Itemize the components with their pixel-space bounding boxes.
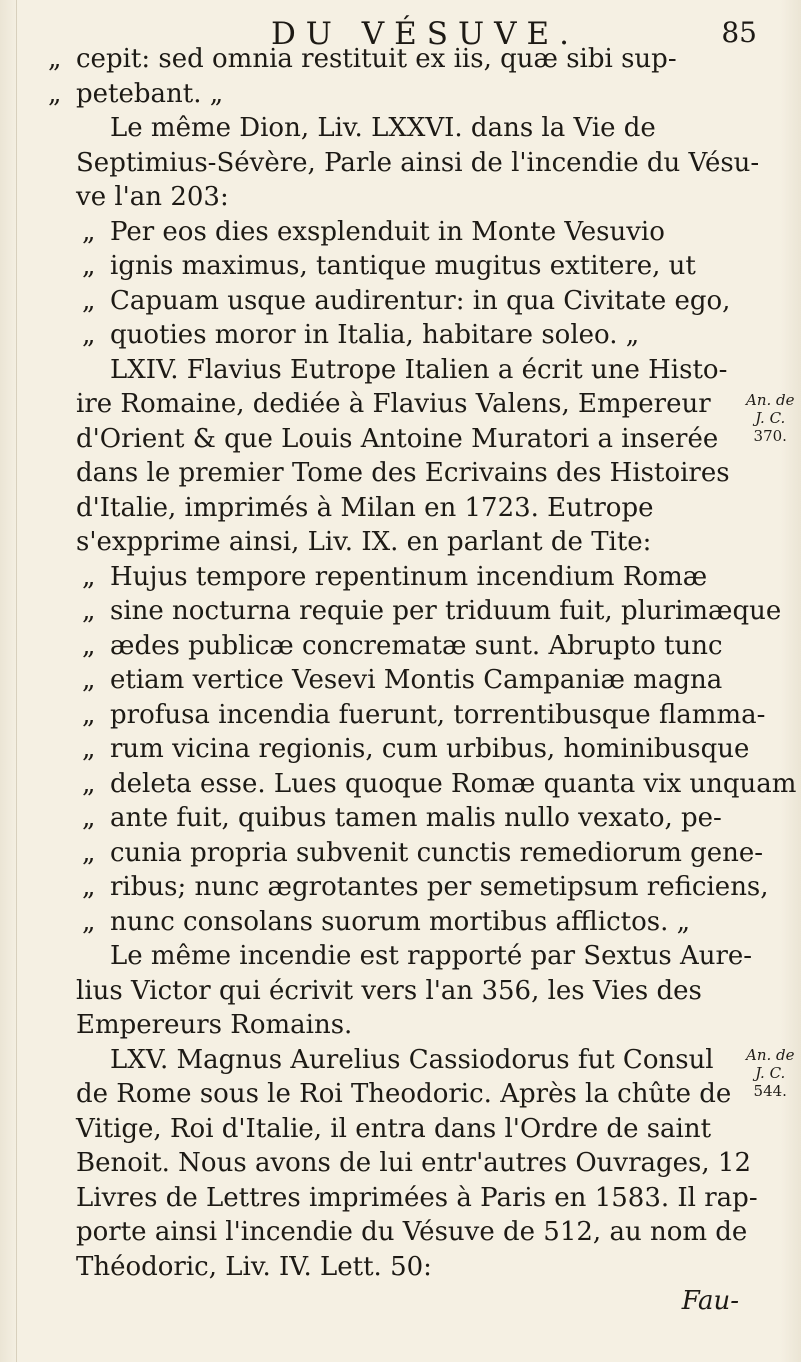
text-line [48, 491, 743, 526]
text-line [48, 422, 743, 457]
quote-mark: „ [48, 44, 62, 74]
text-line [48, 1146, 752, 1181]
quote-mark: „ [82, 803, 96, 833]
text-line [48, 456, 743, 491]
line-text: ve l'an 203: [76, 182, 229, 212]
page-number: 85 [721, 16, 757, 49]
text-line [48, 525, 743, 560]
text-line [48, 1284, 743, 1319]
line-text: Per eos dies exsplenduit in Monte Vesuvio [110, 216, 665, 247]
line-text: cepit: sed omnia restituit ex iis, quæ sibi sup- [76, 44, 677, 74]
line-text: nunc consolans suorum mortibus afflictos. „ [110, 906, 691, 937]
quote-mark: „ [82, 216, 96, 247]
quote-mark: „ [82, 561, 96, 592]
text-line [48, 1008, 743, 1043]
text-line [48, 111, 743, 146]
text-line [48, 180, 743, 215]
text-line [48, 594, 782, 629]
line-text: s'expprime ainsi, Liv. IX. en parlant de Tite: [76, 527, 652, 557]
text-line [48, 77, 743, 112]
text-line [48, 836, 764, 871]
line-text: Le même Dion, Liv. LXXVI. dans la Vie de [110, 113, 656, 143]
line-text: Capuam usque audirentur: in qua Civitate ego, [110, 285, 731, 316]
margin-note-era: J. C. [755, 1064, 786, 1082]
line-text: quoties moror in Italia, habitare soleo. „ [110, 320, 640, 350]
line-text: dans le premier Tome des Ecrivains des Histoires [76, 458, 730, 488]
quote-mark: „ [82, 596, 96, 626]
quote-mark: „ [82, 285, 96, 316]
line-text: LXV. Magnus Aurelius Cassiodorus fut Consul [110, 1044, 714, 1075]
line-text: Benoit. Nous avons de lui entr'autres Ouvrages, 12 [76, 1148, 752, 1178]
line-text: lius Victor qui écrivit vers l'an 356, les Vies des [76, 975, 702, 1006]
text-line [48, 387, 743, 422]
margin-note-370 [746, 391, 795, 445]
text-line [48, 1181, 758, 1216]
line-text: Vitige, Roi d'Italie, il entra dans l'Ordre de saint [76, 1113, 712, 1144]
text-line [48, 905, 743, 940]
quote-mark: „ [82, 837, 96, 868]
text-line [48, 1043, 743, 1078]
text-line [48, 767, 797, 802]
text-line [48, 663, 743, 698]
line-text: Hujus tempore repentinum incendium Romæ [110, 561, 708, 592]
quote-mark: „ [82, 872, 96, 902]
text-line [48, 974, 743, 1009]
text-line [48, 1250, 743, 1285]
text-line [48, 215, 743, 250]
text-line [48, 870, 769, 905]
margin-note-year: 544. [753, 1082, 787, 1100]
text-line [48, 353, 743, 388]
line-text: deleta esse. Lues quoque Romæ quanta vix unquam [110, 768, 797, 799]
line-text: Empereurs Romains. [76, 1010, 353, 1040]
line-text: porte ainsi l'incendie du Vésuve de 512, au nom de [76, 1217, 748, 1247]
line-text: de Rome sous le Roi Theodoric. Après la chûte de [76, 1079, 732, 1109]
quote-mark: „ [82, 630, 96, 661]
text-line [48, 1077, 743, 1112]
text-line [48, 801, 743, 836]
line-text: ante fuit, quibus tamen malis nullo vexato, pe- [110, 803, 722, 833]
page-edge [16, 0, 17, 1362]
line-text: LXIV. Flavius Eutrope Italien a écrit une Histo- [110, 354, 728, 385]
line-text: d'Italie, imprimés à Milan en 1723. Eutrope [76, 492, 654, 523]
line-text: profusa incendia fuerunt, torrentibusque flamma- [110, 699, 766, 730]
quote-mark: „ [82, 734, 96, 764]
text-line [48, 939, 753, 974]
margin-note-year: 370. [753, 427, 787, 445]
text-line [48, 146, 760, 181]
quote-mark: „ [82, 768, 96, 799]
line-text: ire Romaine, dediée à Flavius Valens, Empereur [76, 389, 711, 419]
quote-mark: „ [82, 251, 96, 281]
line-text: ribus; nunc ægrotantes per semetipsum reficiens, [110, 872, 769, 902]
line-text: Livres de Lettres imprimées à Paris en 1583. Il rap- [76, 1182, 758, 1213]
quote-mark: „ [82, 665, 96, 695]
quote-mark: „ [48, 78, 62, 109]
line-text: Septimius-Sévère, Parle ainsi de l'incendie du Vésu- [76, 147, 760, 178]
text-line [48, 629, 743, 664]
line-text: Fau- [681, 1286, 739, 1316]
text-line [48, 318, 743, 353]
margin-note-label: An. de [746, 391, 795, 409]
line-text: petebant. „ [76, 78, 224, 109]
text-line [48, 1112, 743, 1147]
line-text: ædes publicæ concrematæ sunt. Abrupto tunc [110, 630, 723, 661]
text-line [48, 732, 750, 767]
text-line [48, 698, 766, 733]
running-head: DU VÉSUVE. [270, 16, 580, 52]
text-line [48, 284, 743, 319]
quote-mark: „ [82, 906, 96, 937]
text-line [48, 42, 743, 77]
line-text: Théodoric, Liv. IV. Lett. 50: [76, 1251, 432, 1282]
line-text: rum vicina regionis, cum urbibus, hominibusque [110, 734, 750, 764]
text-line [48, 560, 743, 595]
margin-note-era: J. C. [755, 409, 786, 427]
line-text: sine nocturna requie per triduum fuit, plurimæque [110, 596, 782, 626]
line-text: Le même incendie est rapporté par Sextus Aure- [110, 941, 753, 971]
margin-note-label: An. de [746, 1046, 795, 1064]
line-text: etiam vertice Vesevi Montis Campaniæ magna [110, 665, 723, 695]
quote-mark: „ [82, 699, 96, 730]
quote-mark: „ [82, 320, 96, 350]
margin-note-544 [746, 1046, 795, 1100]
line-text: ignis maximus, tantique mugitus extitere, ut [110, 251, 696, 281]
text-line [48, 1215, 748, 1250]
line-text: cunia propria subvenit cunctis remediorum gene- [110, 837, 764, 868]
text-line [48, 249, 743, 284]
line-text: d'Orient & que Louis Antoine Muratori a inserée [76, 423, 719, 454]
